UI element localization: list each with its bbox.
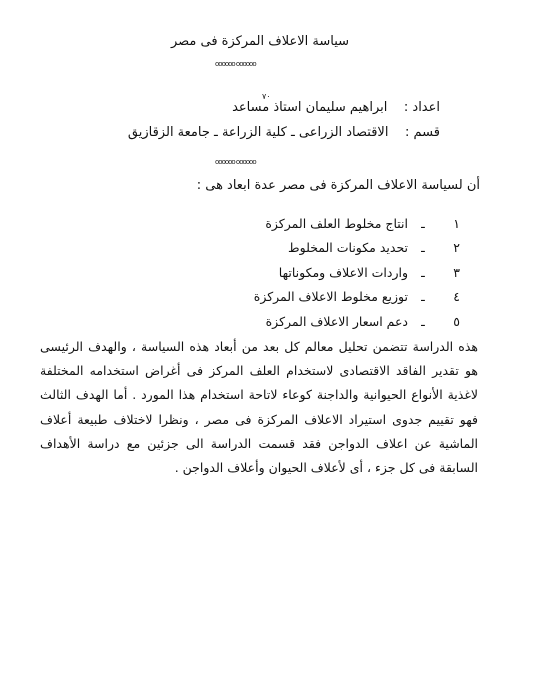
department-label: قسم : [405,125,440,140]
list-item-text: واردات الاعلاف ومكوناتها [278,264,408,280]
list-item-dash: ـ [421,313,425,329]
superscript-mark: ٧٠ [262,92,271,101]
dimensions-list [150,211,460,334]
author-line [110,100,440,115]
list-item-number: ٤ [453,289,460,305]
separator-ornament: oooooo oooooo [215,158,256,166]
list-item-number: ١ [453,215,460,231]
list-item-dash: ـ [421,289,425,305]
list-item-dash: ـ [421,264,425,280]
list-item [150,285,460,310]
body-paragraph: هذه الدراسة تتضمن تحليل معالم كل بعد من أبعاد هذه السياسة ، والهدف الرئيسى هو تقدير الفاقد الاقتصادى لاستخدام العلف المركز فى أغراض استخدامه المختلفة لاغذية الأنواع الحيوانية والداجنة كوعاء لاتاحة استخدام هذا المورد . أما الهدف الثالث فهو تقييم جدوى استيراد الاعلاف المركزة فى مصر ، ونظرا لاختلاف طبيعة أعلاف الماشية عن اعلاف الدواجن فقد قسمت الدراسة الى جزئين مع دراسة الأهداف السابقة فى كل جزء ، أى لأعلاف الحيوان وأعلاف الدواجن . [40,339,478,476]
author-label: اعداد : [403,100,440,115]
list-item-dash: ـ [421,240,425,256]
list-item-number: ٣ [453,264,460,280]
department-value: الاقتصاد الزراعى ـ كلية الزراعة ـ جامعة الزقازيق [127,125,389,140]
page-title: سياسة الاعلاف المركزة فى مصر [170,34,350,49]
list-item-text: توزيع مخلوط الاعلاف المركزة [253,289,408,305]
list-item [150,309,460,334]
list-item-text: انتاج مخلوط العلف المركزة [265,215,408,231]
list-item [150,236,460,261]
list-item [150,260,460,285]
list-item-text: تحديد مكونات المخلوط [288,240,408,256]
list-item-number: ٥ [453,313,460,329]
author-value: ابراهيم سليمان استاذ مساعد [232,100,388,115]
list-item-dash: ـ [421,215,425,231]
list-item [150,211,460,236]
intro-sentence: أن لسياسة الاعلاف المركزة فى مصر عدة ابعاد هى : [196,178,480,193]
list-item-text: دعم اسعار الاعلاف المركزة [265,313,408,329]
separator-ornament: oooooo oooooo [215,60,256,68]
list-item-number: ٢ [453,240,460,256]
department-line [80,125,440,140]
